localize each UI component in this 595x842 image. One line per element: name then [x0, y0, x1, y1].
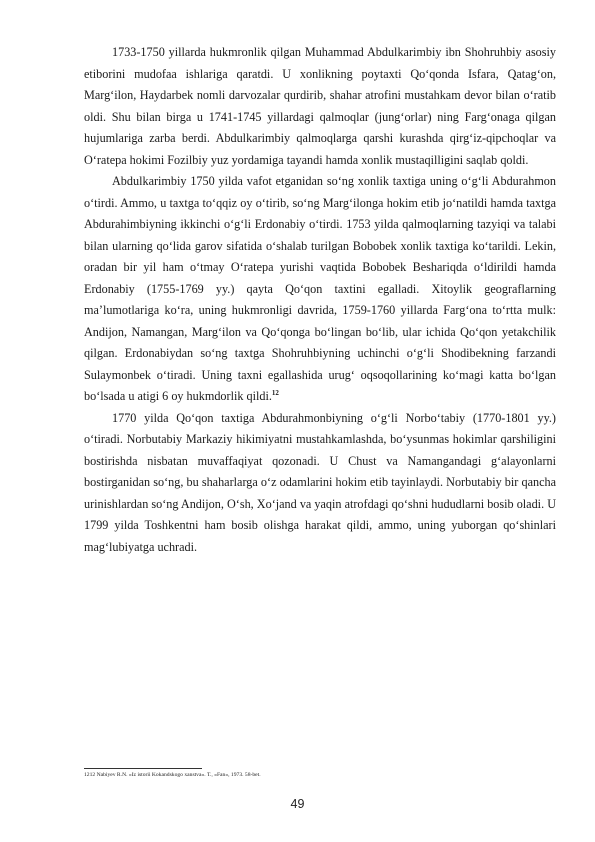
- paragraph-2: [84, 171, 556, 408]
- page-number: 49: [290, 797, 305, 811]
- paragraph-2-text: Abdulkarimbiy 1750 yilda vafot etganidan so‘ng xonlik taxtiga uning o‘g‘li Abdurahmon o‘tirdi. Ammo, u taxtga to‘qqiz oy o‘tirib, so‘ng Marg‘ilonga hokim etib jo‘natildi hamda taxtga Abdurahimbiyning ikkinchi o‘g‘li Erdonabiy o‘tirdi. 1753 yilda qalmoqlarning tazyiqi va talabi bilan ularning qo‘lida garov sifatida o‘shalab turilgan Bobobek xonlik taxtiga ko‘tarildi. Lekin, oradan bir yil ham o‘tmay O‘ratepa yurishi vaqtida Bobobek Beshariqda o‘ldirildi hamda Erdonabiy (1755-1769 yy.) qayta Qo‘qon taxtini egalladi. Xitoylik geograflarning ma’lumotlariga ko‘ra, uning hukmronligi davrida, 1759-1760 yillarda Farg‘ona to‘rtta mulk: Andijon, Namangan, Marg‘ilon va Qo‘qonga bo‘lingan bo‘lib, ular ichida Qo‘qon yetakchilik qilgan. Erdonabiydan so‘ng taxtga Shohruhbiyning uchinchi o‘g‘li Shodibekning farzandi Sulaymonbek o‘tiradi. Uning taxni egallashida urug‘ oqsoqollarining ko‘magi katta bo‘lgan bo‘lsada u atigi 6 oy hukmdorlik qildi.: [84, 174, 556, 403]
- footnote-divider: [84, 768, 202, 769]
- paragraph-3: 1770 yilda Qo‘qon taxtiga Abdurahmonbiyning o‘g‘li Norbo‘tabiy (1770-1801 yy.) o‘tiradi. Norbutabiy Markaziy hikimiyatni mustahkamlashda, bo‘ysunmas hokimlar qarshiligini bostirishda nisbatan muvaffaqiyat qozonadi. U Chust va Namangandagi g‘alayonlarni bostirganidan so‘ng, bu shaharlarga o‘z odamlarini hokim etib tayinlaydi. Norbutabiy bir qancha urinishlardan so‘ng Andijon, O‘sh, Xo‘jand va yaqin atrofdagi qo‘shni hududlarni bosib oladi. U 1799 yilda Toshkentni ham bosib olishga harakat qildi, ammo, uning yuborgan qo‘shinlari mag‘lubiyatga uchradi.: [84, 410, 556, 554]
- paragraph-1: 1733-1750 yillarda hukmronlik qilgan Muhammad Abdulkarimbiy ibn Shohruhbiy asosiy etiborini mudofaa ishlariga qaratdi. U xonlikning poytaxti Qo‘qonda Isfara, Qatag‘on, Marg‘ilon, Haydarbek nomli darvozalar qurdirib, shahar atrofini mustahkam devor bilan o‘ratib oldi. Shu bilan birga u 1741-1745 yillardagi qalmoqlar (jung‘orlar) ning Farg‘onaga qilgan hujumlariga zarba berdi. Abdulkarimbiy qalmoqlarga qarshi kurashda qirg‘iz-qipchoqlar va O‘ratepa hokimi Fozilbiy yuz yordamiga tayandi hamda xonlik mustaqilligini saqlab qoldi.: [84, 45, 556, 167]
- footnote-reference[interactable]: 12: [271, 388, 279, 397]
- body-text: [84, 42, 556, 558]
- footnote-text: 1212 Nabiyev R.N. «Iz istorii Kokandskogo xanstva». T., «Fan», 1973. 58-bet.: [84, 772, 261, 778]
